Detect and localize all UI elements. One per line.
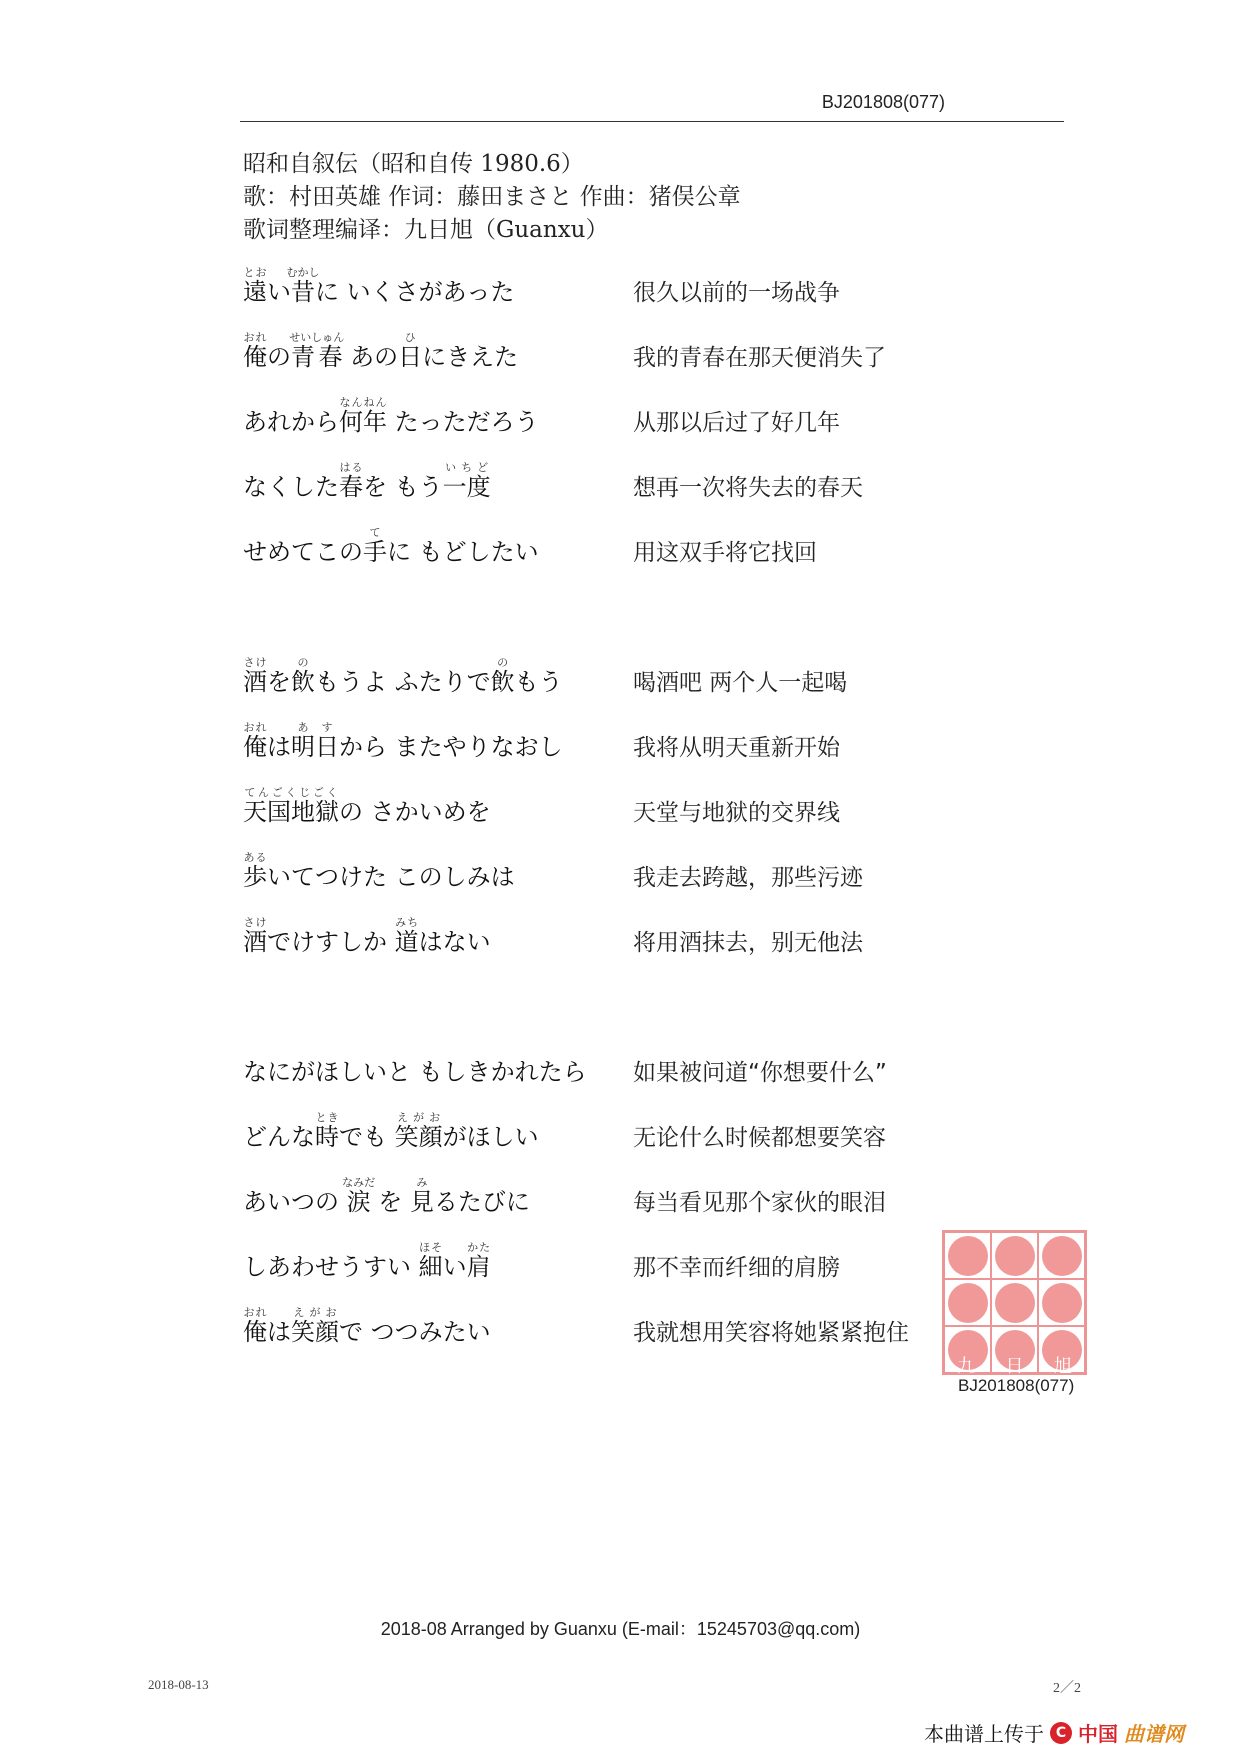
seal-char: 旭 — [1053, 1356, 1072, 1377]
footer-credit: 2018-08 Arranged by Guanxu (E-mail：15245703@qq.com) — [380, 1619, 861, 1639]
lyric-line — [243, 1290, 1003, 1355]
japanese-lyric: せめてこの手てに もどしたい — [243, 526, 539, 566]
seal-char: 九 — [957, 1356, 976, 1377]
song-credits: 歌：村田英雄 作词：藤田まさと 作曲：猪俣公章 — [243, 184, 741, 210]
chinese-translation: 每当看见那个家伙的眼泪 — [633, 1190, 886, 1216]
lyric-line — [243, 445, 1003, 510]
japanese-lyric: あいつの 涙なみだ を 見みるたびに — [243, 1176, 530, 1216]
upload-note — [924, 1718, 1184, 1747]
chinese-translation: 天堂与地狱的交界线 — [633, 800, 840, 826]
chinese-translation: 我就想用笑容将她紧紧抱住 — [633, 1320, 909, 1346]
japanese-lyric: 俺おれの青春せいしゅん あの日ひにきえた — [243, 331, 519, 371]
footer-date: 2018-08-13 — [148, 1677, 209, 1692]
upload-note-text: 本曲谱上传于 — [924, 1722, 1044, 1746]
chinese-translation: 从那以后过了好几年 — [633, 410, 840, 436]
japanese-lyric: あれから何年なんねん たっただろう — [243, 396, 539, 436]
chinese-translation: 那不幸而纤细的肩膀 — [633, 1255, 840, 1281]
japanese-lyric: 遠とおい昔むかしに いくさがあった — [243, 266, 515, 306]
lyric-line — [243, 1160, 1003, 1225]
japanese-lyric: 俺おれは笑顔えがおで つつみたい — [243, 1306, 491, 1346]
title-block — [243, 148, 741, 247]
japanese-lyric: 天国地獄てんごくじごくの さかいめを — [243, 786, 491, 826]
chinese-translation: 用这双手将它找回 — [633, 540, 817, 566]
lyric-line — [243, 770, 1003, 835]
japanese-lyric: 俺おれは明日あすから またやりなおし — [243, 721, 563, 761]
stanza-1 — [243, 250, 1003, 575]
seal-dot — [948, 1236, 988, 1276]
seal-char: 日 — [1005, 1356, 1024, 1377]
seal-dot — [995, 1236, 1035, 1276]
chinese-translation: 我走去跨越，那些污迹 — [633, 865, 863, 891]
song-title: 昭和自叙伝（昭和自传 1980.6） — [243, 151, 584, 177]
lyric-line — [243, 900, 1003, 965]
japanese-lyric: 酒さけを飲のもうよ ふたりで飲のもう — [243, 656, 563, 696]
chinese-translation: 如果被问道“你想要什么” — [633, 1060, 887, 1086]
chinese-translation: 将用酒抹去，别无他法 — [633, 930, 863, 956]
lyric-line — [243, 1095, 1003, 1160]
stanza-2 — [243, 640, 1003, 965]
lyric-line — [243, 705, 1003, 770]
chinese-translation: 喝酒吧 两个人一起喝 — [633, 670, 848, 696]
japanese-lyric: どんな時ときでも 笑顔えがおがほしい — [243, 1111, 539, 1151]
stanza-3 — [243, 1030, 1003, 1355]
lyric-line — [243, 510, 1003, 575]
lyric-line — [243, 250, 1003, 315]
brand-logo-icon: C — [1050, 1722, 1072, 1744]
lyric-line — [243, 640, 1003, 705]
lyric-line — [243, 1030, 1003, 1095]
lyric-line — [243, 835, 1003, 900]
arranger-credit: 歌词整理编译：九日旭（Guanxu） — [243, 217, 609, 243]
header-rule — [240, 121, 1064, 122]
japanese-lyric: なくした春はるを もう一度いちど — [243, 461, 491, 501]
chinese-translation: 我的青春在那天便消失了 — [633, 345, 886, 371]
chinese-translation: 无论什么时候都想要笑容 — [633, 1125, 886, 1151]
seal-dot — [948, 1283, 988, 1323]
seal-dot — [1042, 1236, 1082, 1276]
japanese-lyric: 酒さけでけすしか 道みちはない — [243, 916, 491, 956]
chinese-translation: 很久以前的一场战争 — [633, 280, 840, 306]
lyric-line — [243, 315, 1003, 380]
chinese-translation: 想再一次将失去的春天 — [633, 475, 863, 501]
japanese-lyric: なにがほしいと もしきかれたら — [243, 1058, 587, 1086]
lyric-line — [243, 1225, 1003, 1290]
japanese-lyric: 歩あるいてつけた このしみは — [243, 851, 515, 891]
document-code: BJ201808(077) — [821, 92, 945, 112]
lyric-line — [243, 380, 1003, 445]
seal-dot — [1042, 1283, 1082, 1323]
chinese-translation: 我将从明天重新开始 — [633, 735, 840, 761]
japanese-lyric: しあわせうすい 細ほそい肩かた — [243, 1241, 491, 1281]
page-number: 2／2 — [1053, 1681, 1081, 1696]
brand-name-part2: 曲谱网 — [1124, 1722, 1184, 1746]
seal-characters — [942, 1352, 1087, 1378]
brand-name-part1: 中国 — [1078, 1722, 1118, 1746]
seal-dot — [995, 1283, 1035, 1323]
seal-code: BJ201808(077) — [958, 1376, 1075, 1395]
